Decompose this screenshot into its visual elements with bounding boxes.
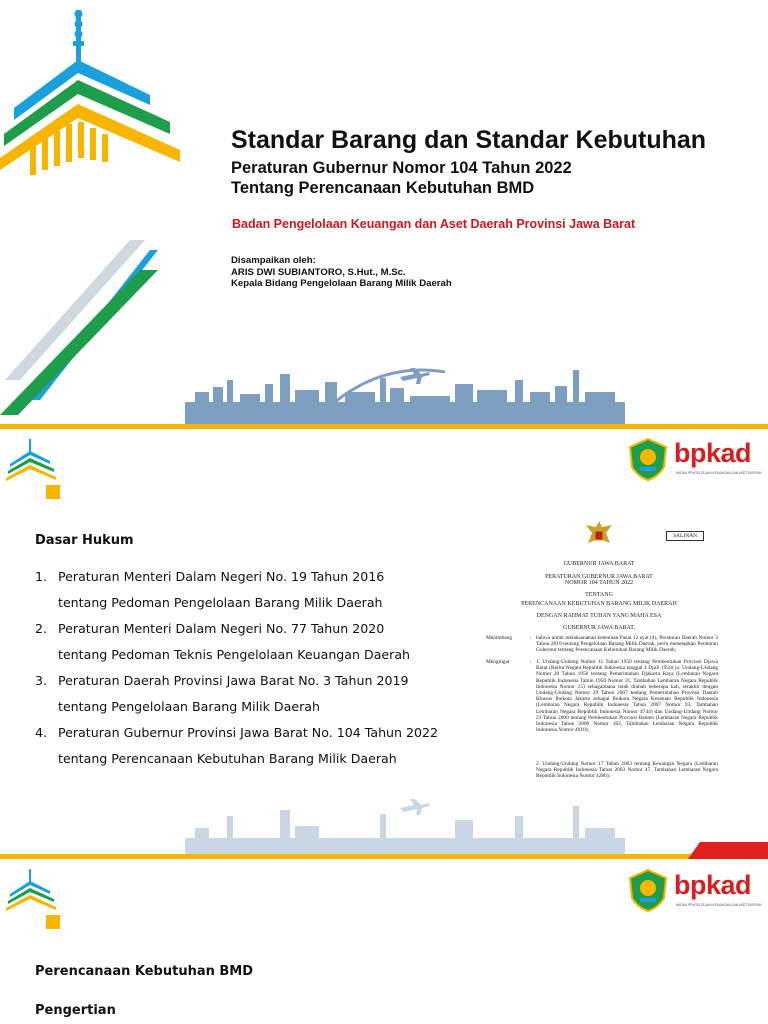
list-item: 1. Peraturan Menteri Dalam Negeri No. 19 Tahun 2016 tentang Pedoman Pengelolaan Barang Milik Daerah [35, 569, 385, 610]
small-tower-logo [6, 437, 62, 499]
doc-tentang: TENTANG [585, 592, 613, 598]
doc-mengingat-label: Mengingat [486, 659, 510, 665]
doc-reg-subject: PERENCANAAN KEBUTUHAN BARANG MILIK DAERAH [521, 601, 677, 607]
agency-name: Badan Pengelolaan Keuangan dan Aset Daerah Provinsi Jawa Barat [232, 217, 636, 231]
subtitle-line-1: Peraturan Gubernur Nomor 104 Tahun 2022 [231, 159, 572, 177]
doc-governor: GUBERNUR JAWA BARAT [563, 561, 635, 567]
bpkad-subtitle: BADAN PENGELOLAAN KEUANGAN DAN ASET DAERAH [676, 471, 762, 475]
doc-mengingat-1: 1. Undang-Undang Nomor 11 Tahun 1950 tentang Pembentukan Provinsi Djawa Barat (Berita Negara Republik Indonesia tanggal 4 Djuli 1950) jo. Undang-Undang Nomor 20 Tahun 1950 tentang Pemerintahan Djakarta Raya (Lembaran Negara Republik Indonesia Tahun 1950 Nomor 31, Tambahan Lembaran Negara Republik Indonesia Nomor 15) sebagaimana telah diubah beberapa kali, terakhir dengan Undang-Undang Nomor 29 Tahun 2007 tentang Pemerintahan Provinsi Daerah Khusus Ibukota Jakarta sebagai Ibukota Negara Kesatuan Republik Indonesia (Lembaran Negara Republik Indonesia Tahun 2007 Nomor 93, Tambahan Lembaran Negara Republik Indonesia Nomor 4744) dan Undang-Undang Nomor 23 Tahun 2000 tentang Pembentukan Provinsi Banten (Lembaran Negara Republik Indonesia Tahun 2000 Nomor 182, Tambahan Lembaran Negara Republik Indonesia Nomor 4010); [536, 659, 718, 734]
city-skyline [185, 798, 625, 858]
bpkad-subtitle: BADAN PENGELOLAAN KEUANGAN DAN ASET DAERAH [676, 903, 762, 907]
salinan-stamp: SALINAN [666, 531, 704, 541]
subtitle-line-2: Tentang Perencanaan Kebutuhan BMD [231, 179, 535, 197]
section-title: Perencanaan Kebutuhan BMD [35, 964, 254, 979]
legal-basis-slide [0, 432, 768, 862]
presenter-role: Kepala Bidang Pengelolaan Barang Milik Daerah [231, 278, 452, 289]
subsection-title: Pengertian [35, 1003, 116, 1018]
bpkad-logo: bpkad [674, 870, 752, 900]
planning-slide [0, 862, 768, 1024]
footer-red-accent [688, 842, 768, 859]
slide-subtitle [231, 158, 572, 198]
regulation-document: SALINAN GUBERNUR JAWA BARAT PERATURAN GUBERNUR JAWA BARAT NOMOR 104 TAHUN 2022 TENTANG PERENCANAAN KEBUTUHAN BARANG MILIK DAERAH DENGAN RAHMAT TUHAN YANG MAHA ESA GUBERNUR JAWA BARAT, Menimbang : bahwa untuk melaksanakan ketentuan Pasal 12 ayat (4), Peraturan Daerah Nomor 3 Tahun 2019 tentang Pengelolaan Barang Milik Daerah, perlu menetapkan Peraturan Gubernur tentang Perencanaan Kebutuhan Barang Milik Daerah; Mengingat : 1. Undang-Undang Nomor 11 Tahun 1950 tentang Pembentukan Provinsi Djawa Barat (Berita Negara Republik Indonesia tanggal 4 Djuli 1950) jo. Undang-Undang Nomor 20 Tahun 1950 tentang Pemerintahan Djakarta Raya (Lembaran Negara Republik Indonesia Tahun 1950 Nomor 31, Tambahan Lembaran Negara Republik Indonesia Nomor 15) sebagaimana telah diubah beberapa kali, terakhir dengan Undang-Undang Nomor 29 Tahun 2007 tentang Pemerintahan Provinsi Daerah Khusus Ibukota Jakarta sebagai Ibukota Negara Kesatuan Republik Indonesia (Lembaran Negara Republik Indonesia Tahun 2007 Nomor 93, Tambahan Lembaran Negara Republik Indonesia Nomor 4744) dan Undang-Undang Nomor 23 Tahun 2000 tentang Pembentukan Provinsi Banten (Lembaran Negara Republik Indonesia Tahun 2000 Nomor 182, Tambahan Lembaran Negara Republik Indonesia Nomor 4010); 2. Undang-Undang Nomor 17 Tahun 2003 tentang Keuangan Negara (Lembaran Negara Republik Indonesia Tahun 2003 Nomor 47, Tambahan Lembaran Negara Republik Indonesia Nomor 4286); [468, 513, 730, 808]
law-list [35, 564, 455, 772]
diagonal-stripes [0, 230, 170, 420]
doc-governor-2: GUBERNUR JAWA BARAT, [563, 625, 635, 631]
section-title: Dasar Hukum [35, 533, 134, 548]
doc-menimbang-text: bahwa untuk melaksanakan ketentuan Pasal 12 ayat (4), Peraturan Daerah Nomor 3 Tahun 2019 tentang Pengelolaan Barang Milik Daerah, perlu menetapkan Peraturan Gubernur tentang Perencanaan Kebutuhan Barang Milik Daerah; [536, 635, 718, 654]
jawa-barat-crest-icon [628, 868, 668, 912]
garuda-emblem-icon [584, 519, 614, 551]
doc-rahmat: DENGAN RAHMAT TUHAN YANG MAHA ESA [536, 613, 662, 619]
city-skyline [185, 362, 625, 426]
list-item: 2. Peraturan Menteri Dalam Negeri No. 77 Tahun 2020 tentang Pedoman Teknis Pengelolaan Keuangan Daerah [35, 621, 411, 662]
jawa-barat-crest-icon [628, 437, 668, 481]
doc-menimbang-label: Menimbang [486, 635, 513, 641]
footer-bar [0, 424, 768, 429]
slide-title: Standar Barang dan Standar Kebutuhan [231, 126, 707, 154]
small-tower-logo [6, 867, 62, 929]
list-item: 4. Peraturan Gubernur Provinsi Jawa Barat No. 104 Tahun 2022 tentang Perencanaan Kebutuhan Barang Milik Daerah [35, 725, 439, 766]
presenter-block [231, 255, 452, 290]
doc-mengingat-2: 2. Undang-Undang Nomor 17 Tahun 2003 tentang Keuangan Negara (Lembaran Negara Republik Indonesia Tahun 2003 Nomor 47, Tambahan Lembaran Negara Republik Indonesia Nomor 4286); [536, 761, 718, 780]
title-slide [0, 0, 768, 432]
doc-reg-title: PERATURAN GUBERNUR JAWA BARAT [545, 574, 653, 580]
tower-logo [0, 0, 180, 200]
list-item: 3. Peraturan Daerah Provinsi Jawa Barat No. 3 Tahun 2019 tentang Pengelolaan Barang Milik Daerah [35, 673, 409, 714]
footer-bar [0, 854, 768, 859]
doc-reg-number: NOMOR 104 TAHUN 2022 [564, 580, 634, 586]
bpkad-logo: bpkad [674, 438, 752, 468]
presented-by-label: Disampaikan oleh: [231, 255, 316, 266]
presenter-name: ARIS DWI SUBIANTORO, S.Hut., M.Sc. [231, 266, 406, 278]
